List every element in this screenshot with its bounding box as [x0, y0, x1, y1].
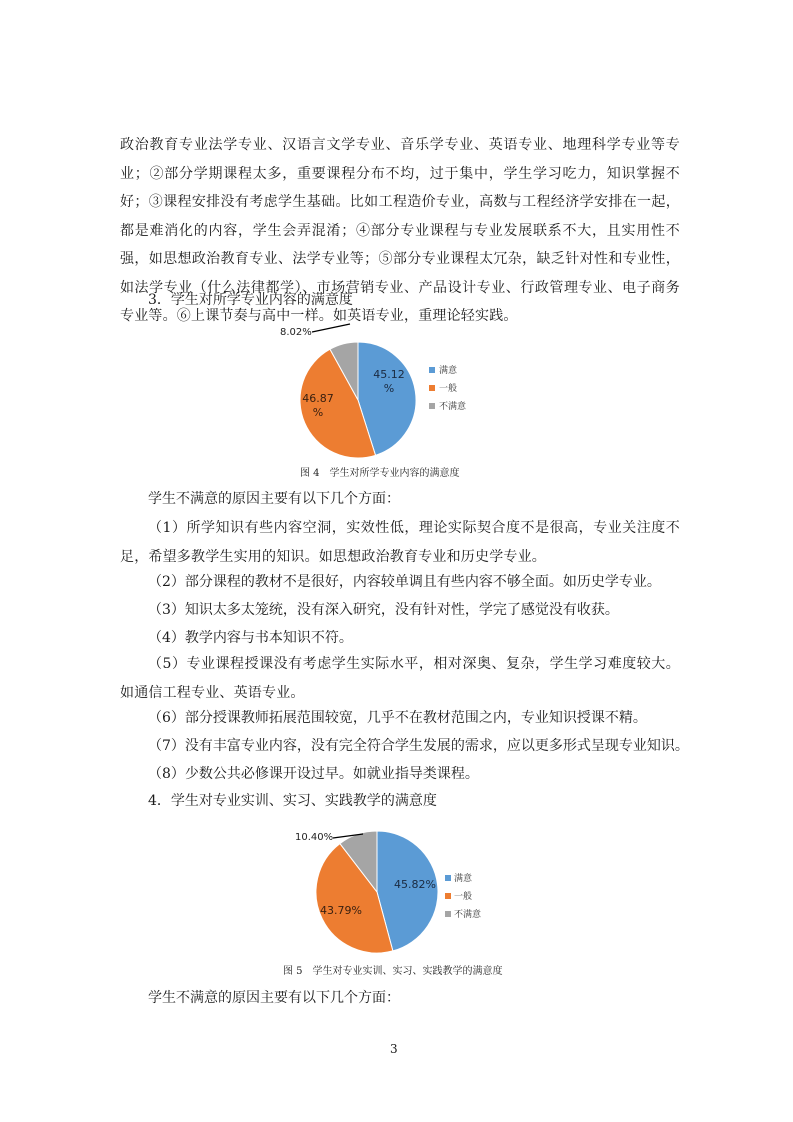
legend-label-bad: 不满意: [439, 402, 467, 412]
legend-swatch-good: [445, 875, 451, 881]
data-label-mid-fig5: 43.79%: [320, 904, 362, 917]
section-heading-3: 3．学生对所学专业内容的满意度: [148, 292, 353, 308]
data-label-mid-fig4: 46.87: [302, 392, 334, 405]
data-label-mid-pct-fig4: %: [312, 406, 324, 419]
reason-item-5: （5）专业课程授课没有考虑学生实际水平，相对深奥、复杂，学生学习难度较大。如通信工程专业、英语专业。: [120, 656, 680, 701]
pie-slices-fig5: [316, 831, 438, 953]
data-label-good-fig4: 45.12: [373, 368, 405, 381]
legend-fig5: [445, 872, 481, 920]
figure-caption-4: 图 4 学生对所学专业内容的满意度: [300, 468, 460, 479]
legend-swatch-good: [429, 367, 435, 373]
legend-label-mid: 一般: [454, 892, 473, 902]
pie-chart-fig5: [285, 822, 515, 958]
figure-caption-5: 图 5 学生对专业实训、实习、实践教学的满意度: [283, 966, 503, 977]
reason-item-1: （1）所学知识有些内容空洞，实效性低，理论实际契合度不是很高，专业关注度不足，希望多教学生实用的知识。如思想政治教育专业和历史学专业。: [120, 520, 680, 565]
leader-line-bad-fig4: [312, 324, 350, 332]
reason-item-6: （6）部分授课教师拓展范围较宽，几乎不在教材范围之内，专业知识授课不精。: [148, 710, 647, 726]
section-heading-4: 4．学生对专业实训、实习、实践教学的满意度: [148, 793, 437, 809]
data-label-bad-fig5: 10.40%: [295, 832, 334, 843]
legend-label-mid: 一般: [439, 384, 458, 394]
reasons-intro-1: 学生不满意的原因主要有以下几个方面：: [148, 491, 400, 507]
legend-label-bad: 不满意: [454, 910, 482, 920]
legend-swatch-bad: [429, 403, 435, 409]
data-label-good-pct-fig4: %: [383, 382, 395, 395]
legend-label-good: 满意: [439, 366, 458, 376]
legend-label-good: 满意: [454, 874, 473, 884]
paragraph-curriculum-issues: 政治教育专业法学专业、汉语言文学专业、音乐学专业、英语专业、地理科学专业等专业；②部分学期课程太多，重要课程分布不均，过于集中，学生学习吃力，知识掌握不好；③课程安排没有考虑学生基础。比如工程造价专业，高数与工程经济学安排在一起，都是难消化的内容，学生会弄混淆；④部分专业课程与专业发展联系不大，且实用性不强，如思想政治教育专业、法学专业等；⑤部分专业课程太冗杂，缺乏针对性和专业性，如法学专业（什么法律都学）、市场营销专业、产品设计专业、行政管理专业、电子商务专业等。⑥上课节奏与高中一样。如英语专业，重理论轻实践。: [120, 137, 680, 324]
data-label-good-fig5: 45.82%: [394, 878, 436, 891]
legend-swatch-bad: [445, 911, 451, 917]
reason-item-2: （2）部分课程的教材不是很好，内容较单调且有些内容不够全面。如历史学专业。: [148, 574, 661, 590]
page-number: 3: [390, 1042, 398, 1056]
legend-swatch-mid: [445, 893, 451, 899]
pie-chart-fig4: [270, 318, 520, 466]
legend-fig4: [429, 364, 466, 412]
reason-item-3: （3）知识太多太笼统，没有深入研究，没有针对性，学完了感觉没有收获。: [148, 602, 619, 618]
legend-swatch-mid: [429, 385, 435, 391]
reason-item-7: （7）没有丰富专业内容，没有完全符合学生发展的需求，应以更多形式呈现专业知识。: [148, 738, 689, 754]
reasons-intro-2: 学生不满意的原因主要有以下几个方面：: [148, 990, 400, 1006]
data-label-bad-fig4: 8.02%: [280, 327, 312, 338]
reason-item-4: （4）教学内容与书本知识不符。: [148, 630, 353, 646]
reason-item-8: （8）少数公共必修课开设过早。如就业指导类课程。: [148, 766, 479, 782]
